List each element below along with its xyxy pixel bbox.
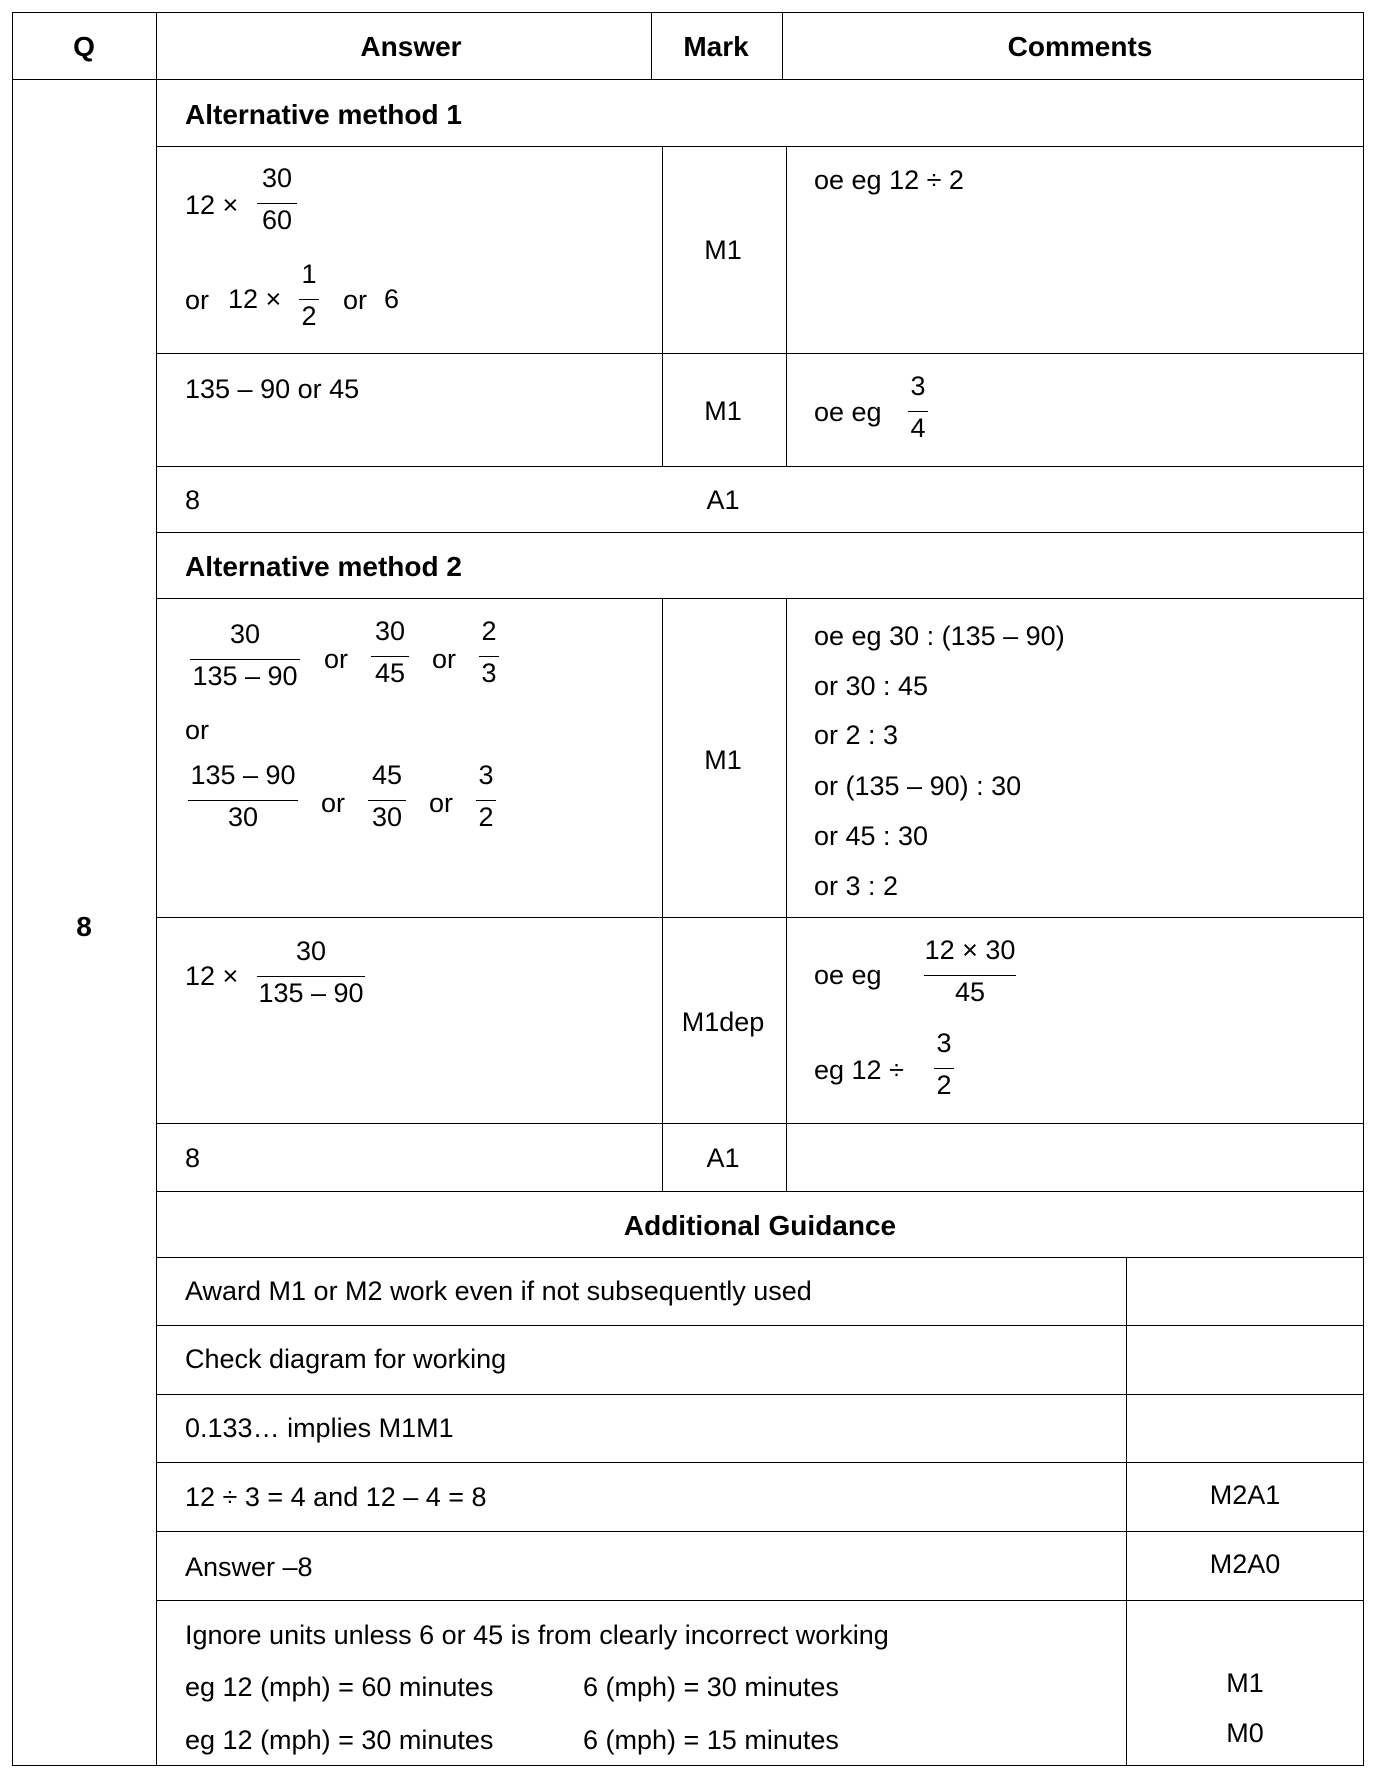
guidance-row-2: Check diagram for working [185,1344,507,1374]
alt2-row1-mark: M1 [704,745,742,775]
alt1-row3-answer: 8 [185,485,201,515]
alt2-g2-den: 30 [371,802,403,832]
alt2-row2-c2-den: 2 [936,1070,952,1100]
header-mark: Mark [683,31,749,62]
alt1-row3-mark: A1 [706,485,740,515]
fraction-bar [257,203,297,204]
alt2-comment-4: or (135 – 90) : 30 [814,771,1022,801]
alt1-row1-half-den: 2 [301,301,317,331]
alt2-comment-6: or 3 : 2 [814,871,899,901]
alt2-or4: or [429,788,454,818]
guidance-last-line-2b: 6 (mph) = 30 minutes [583,1672,839,1702]
alt2-f3-num: 2 [481,616,497,646]
alt2-comment-2: or 30 : 45 [814,671,929,701]
alt2-g3-num: 3 [478,760,494,790]
header-comments: Comments [1007,31,1153,62]
alt2-comment-5: or 45 : 30 [814,821,929,851]
alt2-g1-num: 135 – 90 [190,760,296,790]
question-number: 8 [76,911,92,942]
header-answer: Answer [360,31,462,62]
guidance-title: Additional Guidance [623,1210,897,1241]
guidance-row-5: Answer –8 [185,1552,313,1582]
guidance-last-mark-2: M0 [1226,1718,1264,1748]
fraction-bar [190,659,300,660]
alt2-f2-den: 45 [374,658,406,688]
alt1-row2-answer: 135 – 90 or 45 [185,374,360,404]
alt2-f1-num: 30 [229,619,261,649]
fraction-bar [934,1068,954,1069]
alt1-row2-comment: oe eg [814,397,882,427]
alt2-comment-3: or 2 : 3 [814,720,899,750]
alt2-f2-num: 30 [374,616,406,646]
alt2-row2-12x: 12 × [185,961,239,991]
alt2-or-mid: or [185,715,210,745]
guidance-last-line-3b: 6 (mph) = 15 minutes [583,1725,839,1755]
alt2-or2: or [432,644,457,674]
alt2-or3: or [321,788,346,818]
alt2-g1-den: 30 [227,802,259,832]
alt1-row1-12x: 12 × [185,190,239,220]
fraction-bar [924,975,1016,976]
guidance-last-line-1: Ignore units unless 6 or 45 is from clearly incorrect working [185,1620,889,1650]
alt2-row2-den: 135 – 90 [258,978,364,1008]
alt2-row2-c-num: 12 × 30 [924,935,1016,965]
fraction-bar [908,411,928,412]
fraction-bar [476,800,496,801]
alt2-row2-mark: M1dep [681,1007,765,1037]
guidance-last-line-3a: eg 12 (mph) = 30 minutes [185,1725,494,1755]
alt1-row1-12x2: 12 × [228,284,282,314]
alt2-row3-answer: 8 [185,1143,201,1173]
alt2-row2-eg: eg 12 ÷ [814,1055,904,1085]
fraction-bar [188,800,298,801]
guidance-row-5-mark: M2A0 [1209,1549,1281,1579]
alt2-comment-1: oe eg 30 : (135 – 90) [814,621,1065,651]
alt2-f3-den: 3 [481,658,497,688]
guidance-row-4-mark: M2A1 [1209,1480,1281,1510]
fraction-bar [368,800,406,801]
alt1-title: Alternative method 1 [185,99,462,130]
guidance-row-3: 0.133… implies M1M1 [185,1413,454,1443]
alt1-row1-or1: or [185,285,210,315]
alt2-row2-num: 30 [295,936,327,966]
header-q: Q [73,31,95,62]
alt1-row1-six: 6 [384,284,400,314]
alt2-row2-c2-num: 3 [936,1028,952,1058]
alt1-row1-half-num: 1 [301,259,317,289]
alt2-g2-num: 45 [371,760,403,790]
guidance-row-4: 12 ÷ 3 = 4 and 12 – 4 = 8 [185,1482,487,1512]
fraction-bar [479,656,499,657]
alt2-row2-oe: oe eg [814,960,882,990]
alt1-row2-mark: M1 [704,396,742,426]
alt2-row2-c-den: 45 [954,977,986,1007]
guidance-last-line-2a: eg 12 (mph) = 60 minutes [185,1672,494,1702]
alt1-row1-mark: M1 [704,235,742,265]
fraction-bar [257,976,365,977]
alt2-f1-den: 135 – 90 [192,661,298,691]
alt2-row3-mark: A1 [706,1143,740,1173]
alt2-g3-den: 2 [478,802,494,832]
guidance-row-1: Award M1 or M2 work even if not subsequently used [185,1276,812,1306]
alt1-row1-or2: or [343,285,368,315]
alt1-row2-num: 3 [910,371,926,401]
fraction-bar [371,656,409,657]
guidance-last-mark-1: M1 [1226,1668,1264,1698]
alt1-row1-comment: oe eg 12 ÷ 2 [814,165,964,195]
alt2-or1: or [324,644,349,674]
alt2-title: Alternative method 2 [185,551,462,582]
alt1-row2-den: 4 [910,413,926,443]
fraction-bar [299,299,319,300]
alt1-row1-num: 30 [261,163,293,193]
alt1-row1-den: 60 [261,205,293,235]
